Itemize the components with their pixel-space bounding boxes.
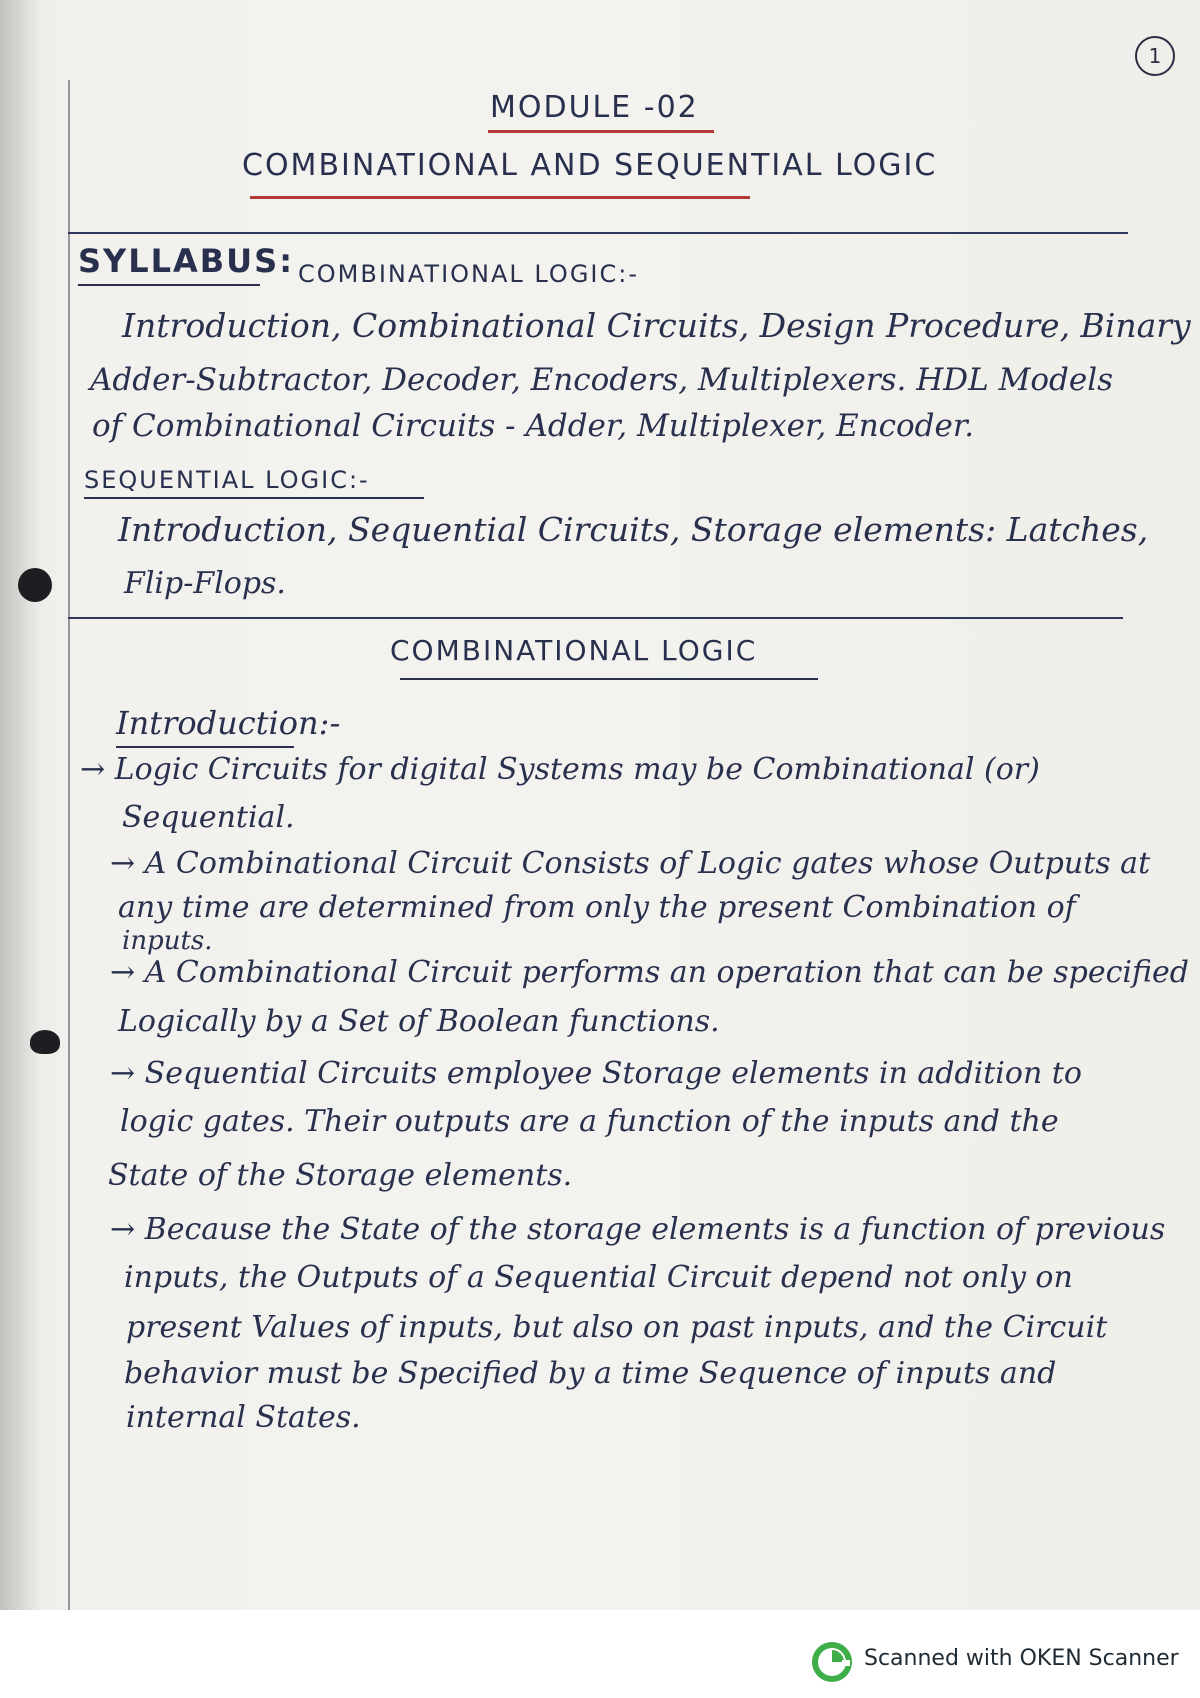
scanner-watermark: Scanned with OKEN Scanner [864,1646,1179,1671]
syllabus-underline [78,284,260,286]
note-line: → A Combinational Circuit Consists of Logic gates whose Outputs at [110,846,1151,881]
combinational-logic-label: COMBINATIONAL LOGIC:- [298,260,639,288]
note-line: inputs, the Outputs of a Sequential Circuit depend not only on [124,1260,1073,1295]
title-underline [488,130,714,133]
note-line: → Sequential Circuits employee Storage elements in addition to [110,1056,1082,1091]
note-line: Sequential. [122,800,295,835]
note-line: inputs. [122,926,213,956]
punch-hole [18,568,52,602]
syllabus-line: Introduction, Combinational Circuits, Design Procedure, Binary [122,306,1191,345]
punch-hole [30,1030,60,1054]
main-title: COMBINATIONAL AND SEQUENTIAL LOGIC [242,148,938,183]
note-line: → Because the State of the storage elements is a function of previous [110,1212,1166,1247]
sequential-logic-label: SEQUENTIAL LOGIC:- [84,466,370,494]
module-title: MODULE -02 [490,90,699,125]
syllabus-line: Flip-Flops. [124,566,286,601]
note-line: present Values of inputs, but also on past inputs, and the Circuit [126,1310,1108,1345]
section-divider [68,232,1128,234]
margin-line [68,80,70,1610]
introduction-label: Introduction:- [116,704,341,742]
title-underline [250,196,750,199]
note-line: behavior must be Specified by a time Sequence of inputs and [124,1356,1057,1391]
note-line: any time are determined from only the present Combination of [118,890,1076,925]
note-line: → A Combinational Circuit performs an operation that can be specified [110,955,1189,990]
note-line: State of the Storage elements. [108,1158,573,1193]
page-edge-shadow [0,0,40,1610]
syllabus-line: of Combinational Circuits - Adder, Multiplexer, Encoder. [92,408,975,444]
note-line: → Logic Circuits for digital Systems may be Combinational (or) [80,752,1040,787]
syllabus-label: SYLLABUS: [78,242,294,280]
section-heading-underline [400,678,818,680]
note-line: logic gates. Their outputs are a function of the inputs and the [120,1104,1059,1139]
section-divider [68,617,1123,619]
syllabus-line: Adder-Subtractor, Decoder, Encoders, Multiplexers. HDL Models [90,362,1114,398]
note-line: Logically by a Set of Boolean functions. [118,1004,720,1039]
sequential-logic-underline [84,497,424,499]
oken-scanner-logo-icon [812,1642,852,1682]
section-heading: COMBINATIONAL LOGIC [390,634,758,667]
page-number: 1 [1135,36,1175,76]
introduction-underline [116,746,294,748]
syllabus-line: Introduction, Sequential Circuits, Storage elements: Latches, [118,510,1149,549]
note-line: internal States. [126,1400,361,1435]
